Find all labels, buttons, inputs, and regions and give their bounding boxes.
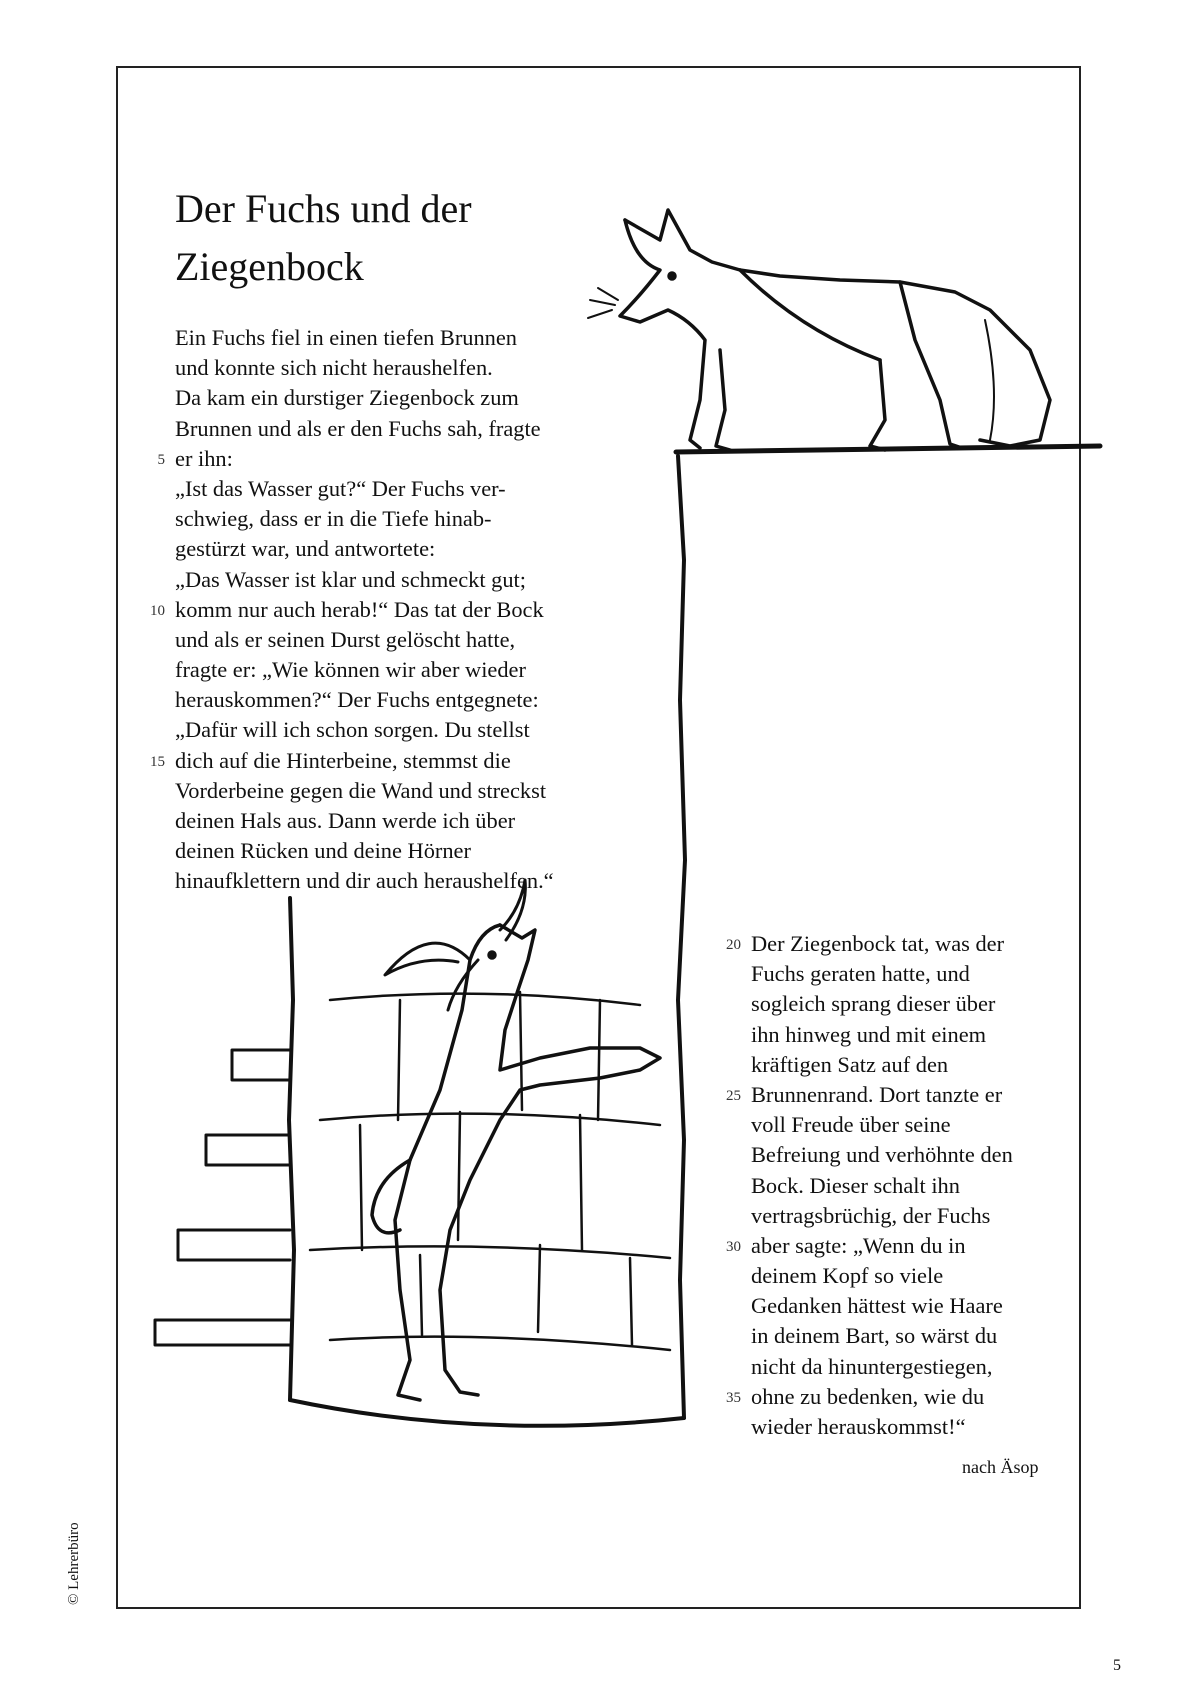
copyright-notice: © Lehrerbüro	[66, 1522, 82, 1605]
line-text: und als er seinen Durst gelöscht hatte,	[175, 626, 516, 652]
line-text: in deinem Bart, so wärst du	[751, 1323, 998, 1349]
line-text: sogleich sprang dieser über	[751, 991, 996, 1017]
line-text: Der Ziegenbock tat, was der	[751, 931, 1005, 956]
line-text: er ihn:	[175, 445, 233, 471]
line-text: vertragsbrüchig, der Fuchs	[751, 1202, 991, 1228]
title-line-1: Der Fuchs und der	[175, 186, 472, 231]
line-text: kräftigen Satz auf den	[751, 1051, 949, 1077]
line-number: 5	[157, 451, 165, 468]
line-text: voll Freude über seine	[751, 1112, 951, 1138]
line-text: Brunnenrand. Dort tanzte er	[751, 1081, 1003, 1107]
line-text: deinem Kopf so viele	[751, 1263, 944, 1289]
line-number: 10	[150, 602, 165, 619]
line-text: und konnte sich nicht heraushelfen.	[175, 355, 493, 381]
line-text: „Ist das Wasser gut?“ Der Fuchs ver-	[175, 475, 506, 501]
line-text: hinaufklettern und dir auch heraushelfen.“	[175, 868, 554, 894]
line-text: Da kam ein durstiger Ziegenbock zum	[175, 385, 519, 411]
line-number: 35	[726, 1389, 741, 1406]
line-text: fragte er: „Wie können wir aber wieder	[175, 657, 526, 683]
source-attribution: nach Äsop	[962, 1457, 1039, 1477]
line-text: schwieg, dass er in die Tiefe hinab-	[175, 506, 492, 532]
line-text: aber sagte: „Wenn du in	[751, 1232, 966, 1258]
line-text: nicht da hinuntergestiegen,	[751, 1353, 993, 1379]
line-text: herauskommen?“ Der Fuchs entgegnete:	[175, 687, 539, 713]
line-text: „Das Wasser ist klar und schmeckt gut;	[175, 566, 526, 592]
page-number: 5	[1113, 1657, 1121, 1674]
line-text: deinen Rücken und deine Hörner	[175, 838, 471, 864]
line-number: 15	[150, 753, 165, 770]
fox-illustration	[588, 210, 1050, 450]
line-number: 30	[726, 1238, 741, 1255]
line-text: ohne zu bedenken, wie du	[751, 1383, 985, 1409]
line-text: „Dafür will ich schon sorgen. Du stellst	[175, 717, 530, 743]
line-text: dich auf die Hinterbeine, stemmst die	[175, 747, 511, 773]
well-wall-illustration	[289, 446, 1100, 1426]
line-text: Bock. Dieser schalt ihn	[751, 1172, 960, 1198]
line-text: wieder herauskommst!“	[751, 1414, 966, 1439]
line-text: ihn hinweg und mit einem	[751, 1021, 987, 1047]
line-text: Fuchs geraten hatte, und	[751, 961, 970, 987]
line-number: 20	[726, 937, 741, 953]
goat-illustration	[372, 880, 660, 1400]
line-text: gestürzt war, und antwortete:	[175, 536, 436, 562]
line-text: Gedanken hättest wie Haare	[751, 1293, 1003, 1319]
line-text: komm nur auch herab!“ Das tat der Bock	[175, 596, 544, 622]
line-number: 25	[726, 1087, 741, 1104]
line-text: Vorderbeine gegen die Wand und streckst	[175, 777, 547, 803]
title-line-2: Ziegenbock	[175, 244, 364, 289]
line-text: Ein Fuchs fiel in einen tiefen Brunnen	[175, 325, 517, 350]
line-text: Befreiung und verhöhnte den	[751, 1142, 1013, 1168]
line-text: Brunnen und als er den Fuchs sah, fragte	[175, 415, 541, 441]
line-text: deinen Hals aus. Dann werde ich über	[175, 808, 516, 833]
stone-steps-illustration	[155, 1050, 290, 1345]
